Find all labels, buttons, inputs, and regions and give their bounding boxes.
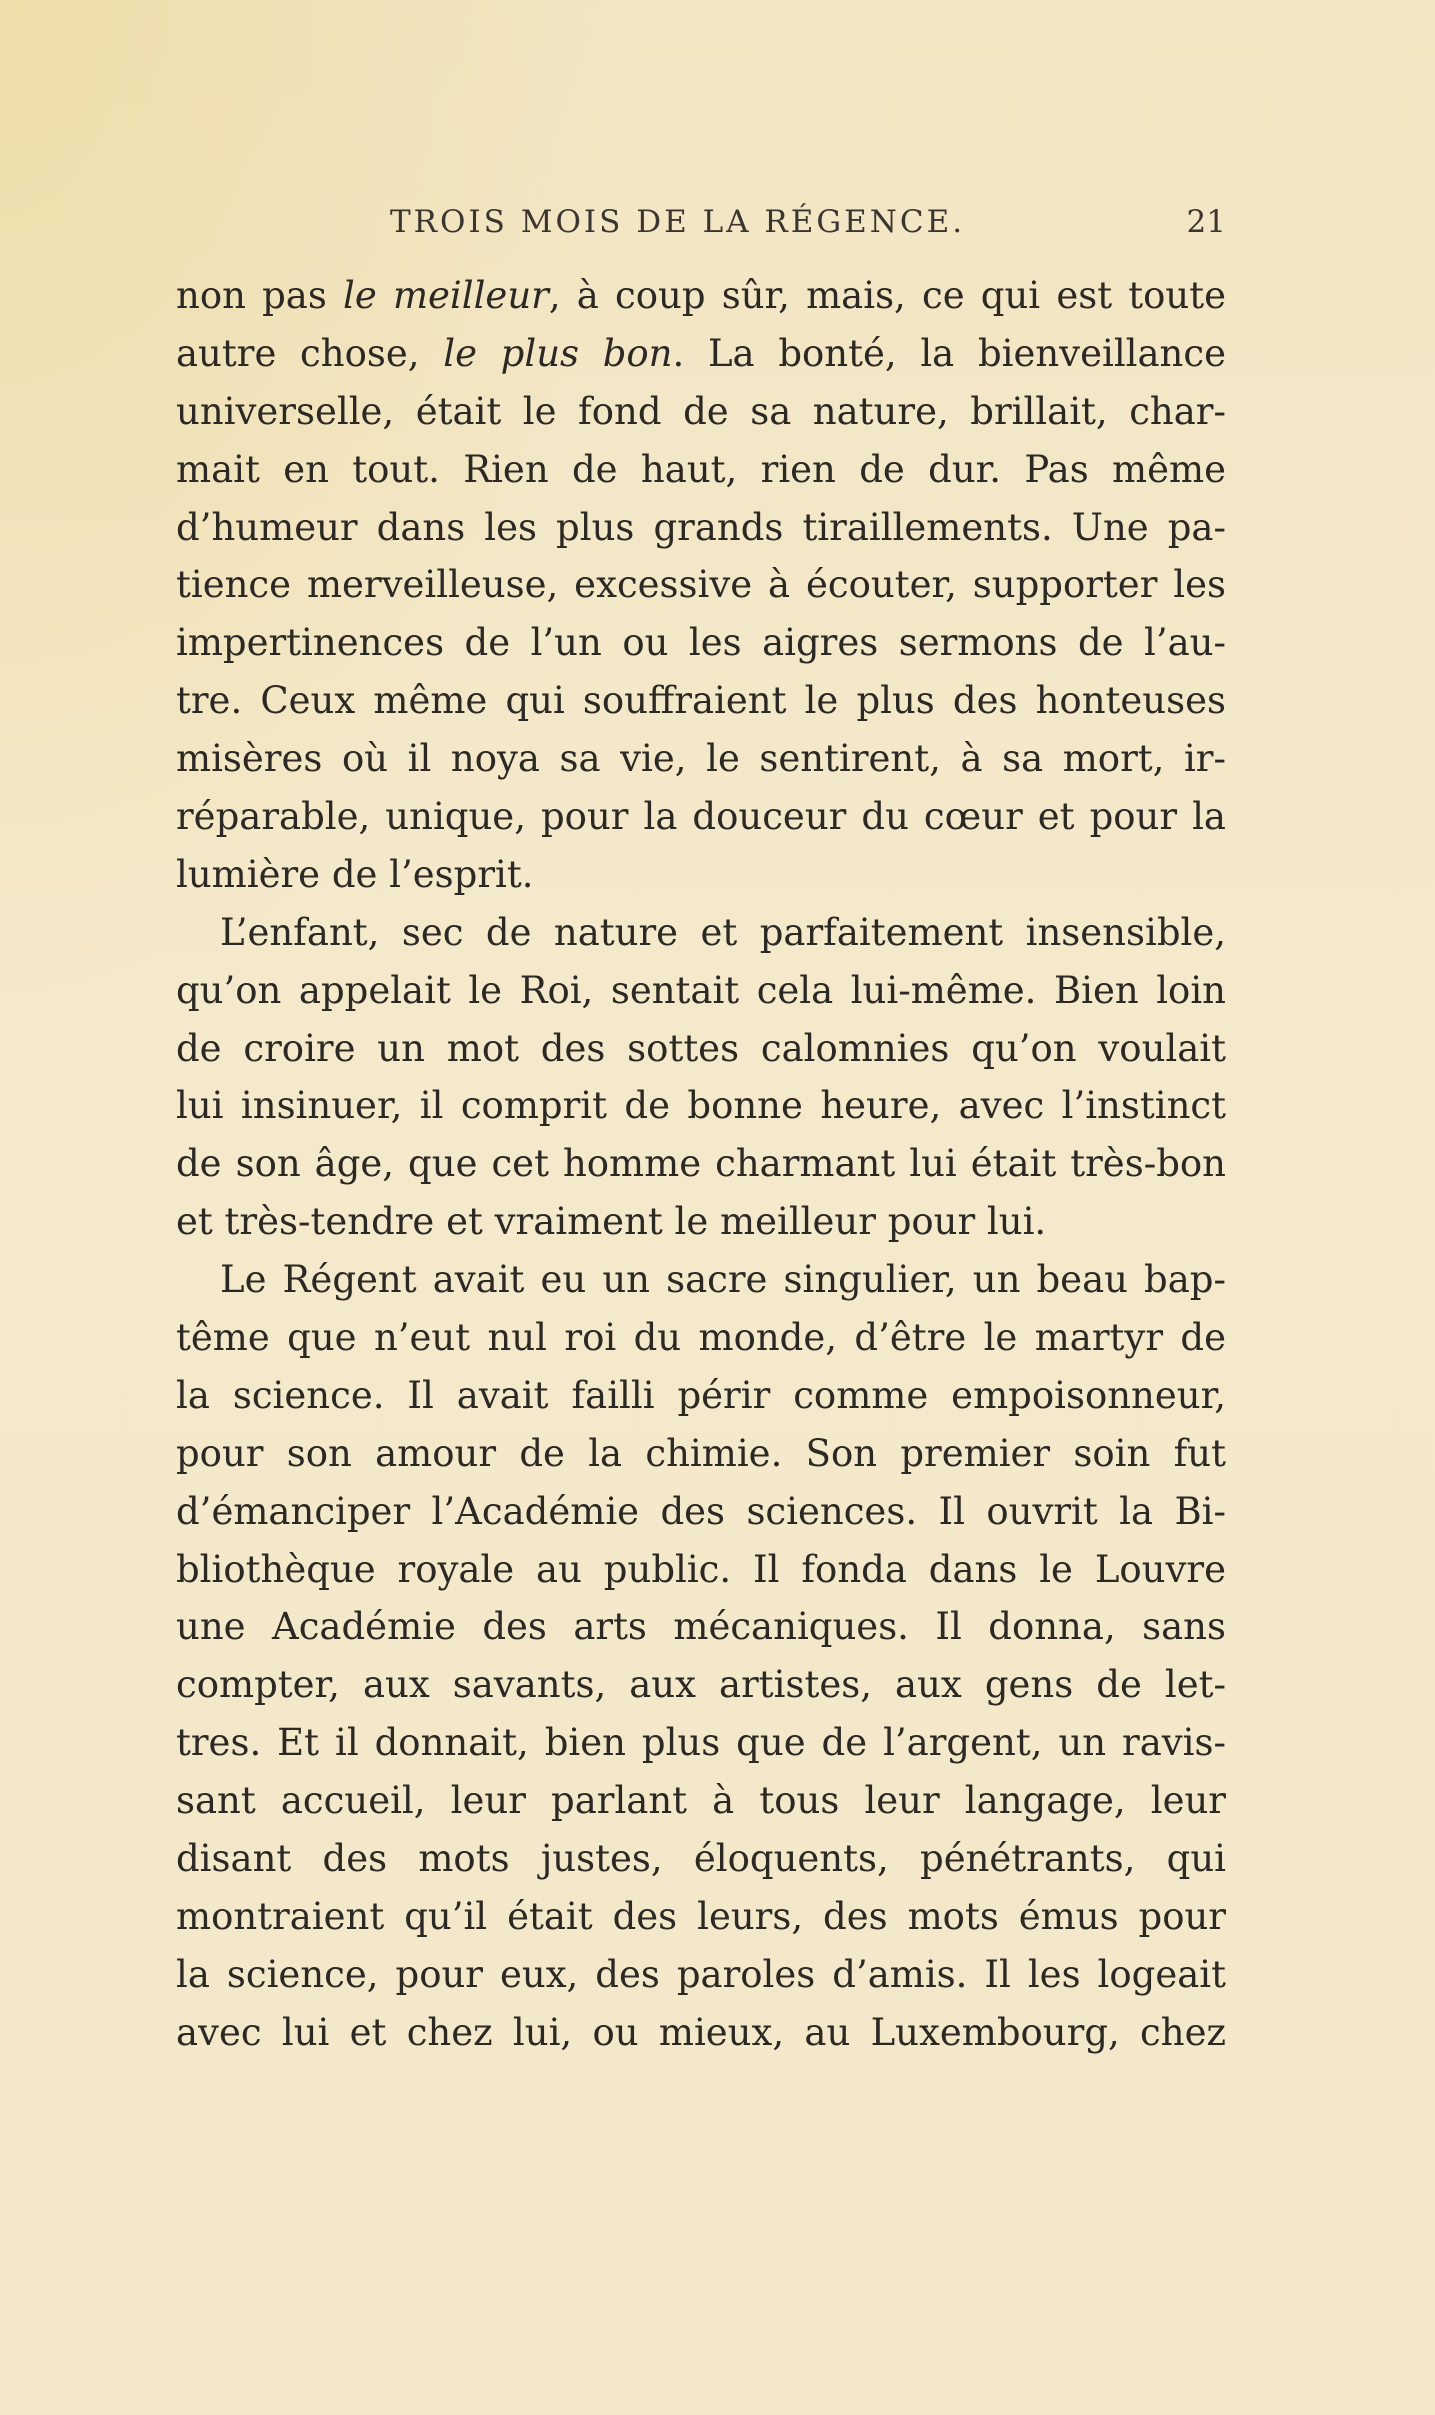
text-line: avec lui et chez lui, ou mieux, au Luxembourg, chez <box>176 2010 1226 2054</box>
text-line: misères où il noya sa vie, le sentirent, à sa mort, ir- <box>176 737 1226 781</box>
text-line: mait en tout. Rien de haut, rien de dur. Pas même <box>176 447 1226 491</box>
running-title: TROIS MOIS DE LA RÉGENCE. <box>390 204 966 240</box>
page-header <box>176 204 1226 244</box>
text-line: de son âge, que cet homme charmant lui était très-bon <box>176 1142 1226 1186</box>
text-line: réparable, unique, pour la douceur du cœur et pour la <box>176 795 1226 839</box>
text-line: une Académie des arts mécaniques. Il donna, sans <box>176 1605 1226 1649</box>
text-line: la science. Il avait failli périr comme empoisonneur, <box>176 1373 1226 1417</box>
text-line: lui insinuer, il comprit de bonne heure, avec l’instinct <box>176 1084 1226 1128</box>
italic-phrase: le plus bon <box>443 331 673 375</box>
italic-phrase: le meilleur <box>343 274 549 317</box>
text-line: de croire un mot des sottes calomnies qu’on voulait <box>176 1026 1226 1070</box>
text-line: universelle, était le fond de sa nature, brillait, char- <box>176 389 1226 433</box>
text-line: sant accueil, leur parlant à tous leur langage, leur <box>176 1779 1226 1823</box>
text-line: impertinences de l’un ou les aigres sermons de l’au- <box>176 621 1226 665</box>
text-line: tême que n’eut nul roi du monde, d’être le martyr de <box>176 1316 1226 1360</box>
text-line: la science, pour eux, des paroles d’amis. Il les logeait <box>176 1952 1226 1996</box>
page-number: 21 <box>1186 204 1226 240</box>
text-line: d’émanciper l’Académie des sciences. Il ouvrit la Bi- <box>176 1489 1226 1533</box>
text-line: autre chose, le plus bon. La bonté, la bienveillance <box>176 331 1226 375</box>
text-line: bliothèque royale au public. Il fonda dans le Louvre <box>176 1547 1226 1591</box>
text-line: d’humeur dans les plus grands tiraillements. Une pa- <box>176 505 1226 549</box>
text-line: compter, aux savants, aux artistes, aux gens de let- <box>176 1663 1226 1707</box>
text-line: et très-tendre et vraiment le meilleur pour lui. <box>176 1200 1047 1244</box>
text-line: tres. Et il donnait, bien plus que de l’argent, un ravis- <box>176 1721 1226 1765</box>
text-line: tre. Ceux même qui souffraient le plus des honteuses <box>176 679 1226 723</box>
text-line: L’enfant, sec de nature et parfaitement insensible, <box>220 910 1226 954</box>
text-line: lumière de l’esprit. <box>176 852 534 896</box>
text-line: disant des mots justes, éloquents, pénétrants, qui <box>176 1837 1226 1881</box>
text-line: qu’on appelait le Roi, sentait cela lui-même. Bien loin <box>176 968 1226 1012</box>
text-line: non pas le meilleur, à coup sûr, mais, ce qui est toute <box>176 274 1226 317</box>
body-text <box>176 267 1226 2062</box>
text-line: pour son amour de la chimie. Son premier soin fut <box>176 1431 1226 1475</box>
text-line: tience merveilleuse, excessive à écouter, supporter les <box>176 563 1226 607</box>
text-line: Le Régent avait eu un sacre singulier, un beau bap- <box>220 1258 1226 1302</box>
text-line: montraient qu’il était des leurs, des mots émus pour <box>176 1894 1226 1938</box>
